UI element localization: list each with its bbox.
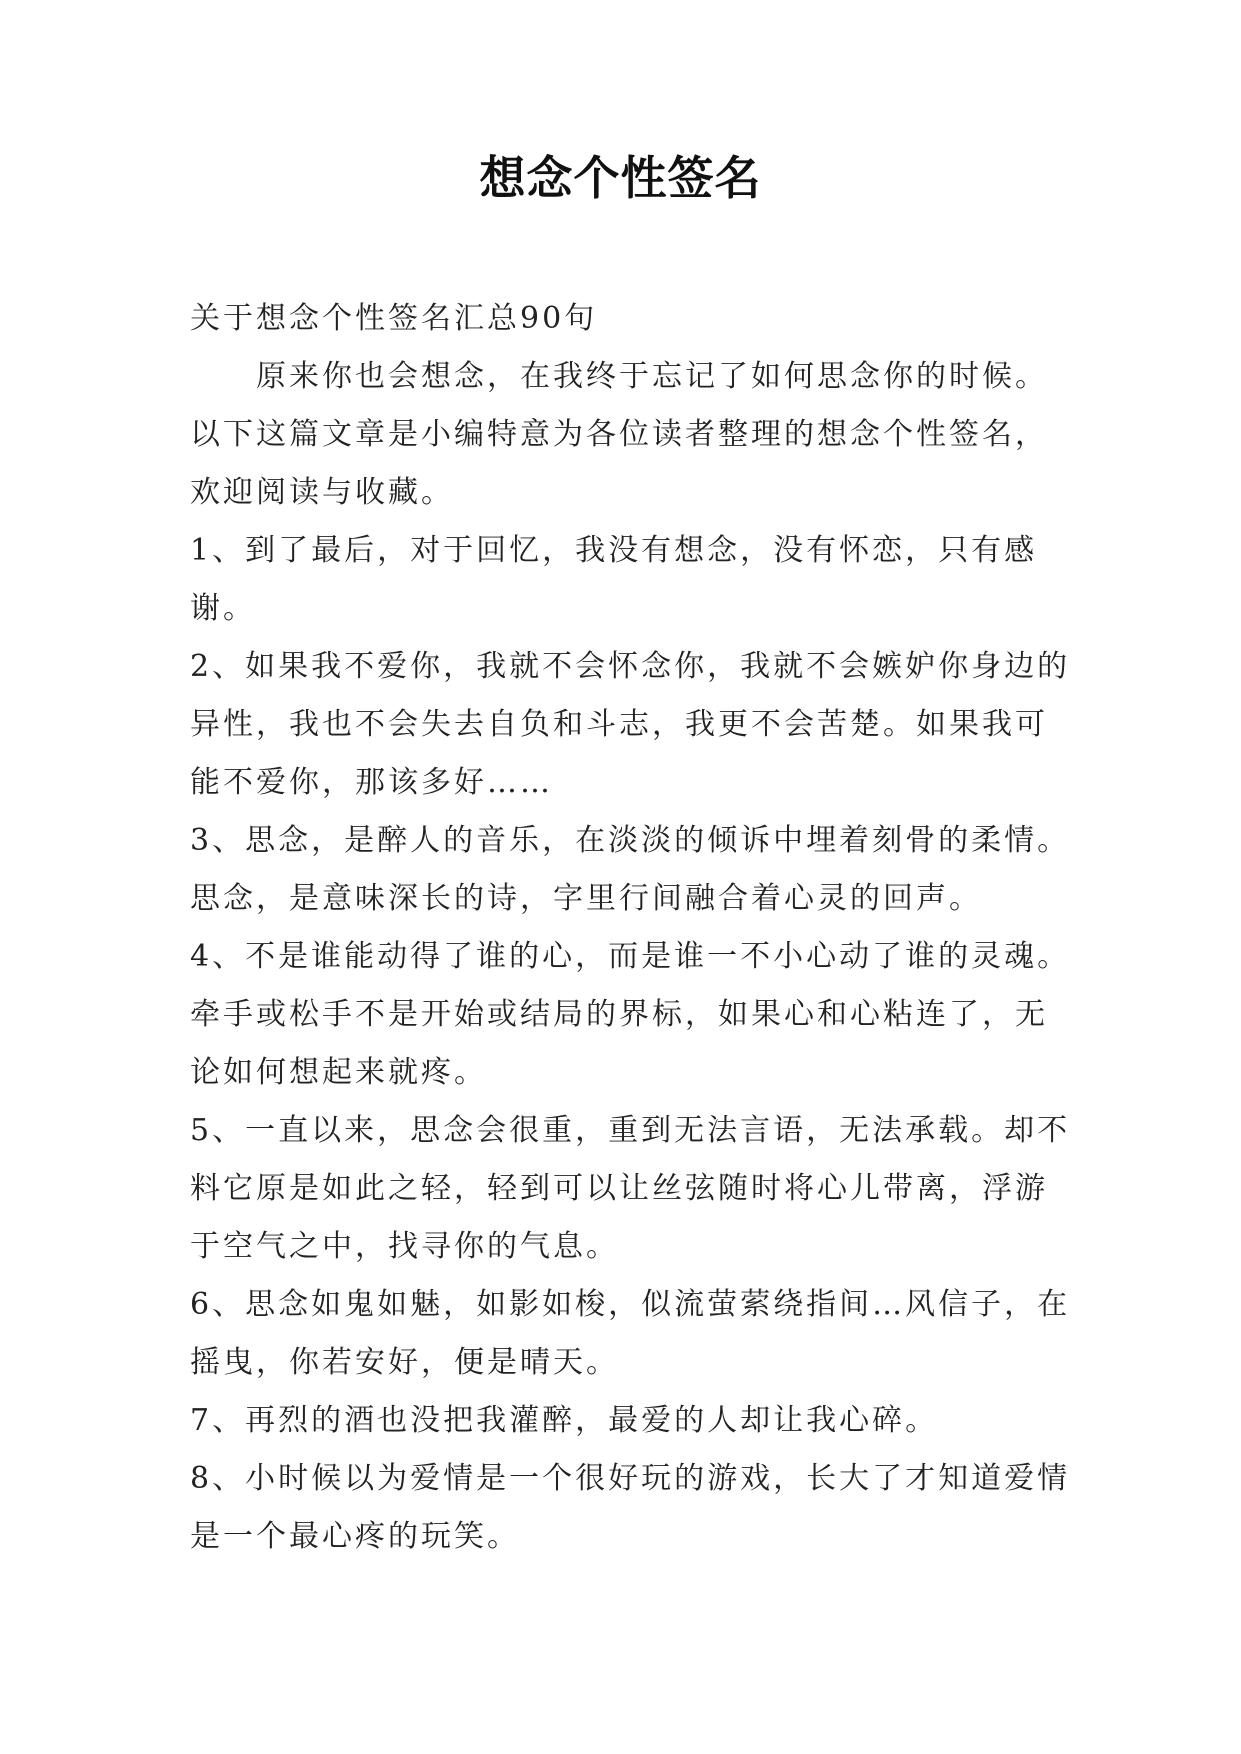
intro-paragraph: 原来你也会想念，在我终于忘记了如何思念你的时候。以下这篇文章是小编特意为各位读者整理的想念个性签名，欢迎阅读与收藏。 <box>190 359 1048 510</box>
list-item: 6、思念如鬼如魅，如影如梭，似流萤萦绕指间…风信子，在摇曳，你若安好，便是晴天。 <box>190 1287 1071 1380</box>
list-item: 5、一直以来，思念会很重，重到无法言语，无法承载。却不料它原是如此之轻，轻到可以让丝弦随时将心儿带离，浮游于空气之中，找寻你的气息。 <box>190 1113 1071 1264</box>
document-subtitle: 关于想念个性签名汇总90句 <box>190 301 598 336</box>
list-item: 8、小时候以为爱情是一个很好玩的游戏，长大了才知道爱情是一个最心疼的玩笑。 <box>190 1461 1071 1554</box>
document-body <box>190 290 1080 1566</box>
list-item: 4、不是谁能动得了谁的心，而是谁一不小心动了谁的灵魂。牵手或松手不是开始或结局的界标，如果心和心粘连了，无论如何想起来就疼。 <box>190 939 1071 1090</box>
document-title: 想念个性签名 <box>479 151 762 205</box>
list-item: 1、到了最后，对于回忆，我没有想念，没有怀恋，只有感谢。 <box>190 533 1038 626</box>
list-item: 3、思念，是醉人的音乐，在淡淡的倾诉中埋着刻骨的柔情。思念，是意味深长的诗，字里行间融合着心灵的回声。 <box>190 823 1071 916</box>
list-item: 7、再烈的酒也没把我灌醉，最爱的人却让我心碎。 <box>190 1403 939 1438</box>
list-item: 2、如果我不爱你，我就不会怀念你，我就不会嫉妒你身边的异性，我也不会失去自负和斗志，我更不会苦楚。如果我可能不爱你，那该多好…… <box>190 649 1071 800</box>
